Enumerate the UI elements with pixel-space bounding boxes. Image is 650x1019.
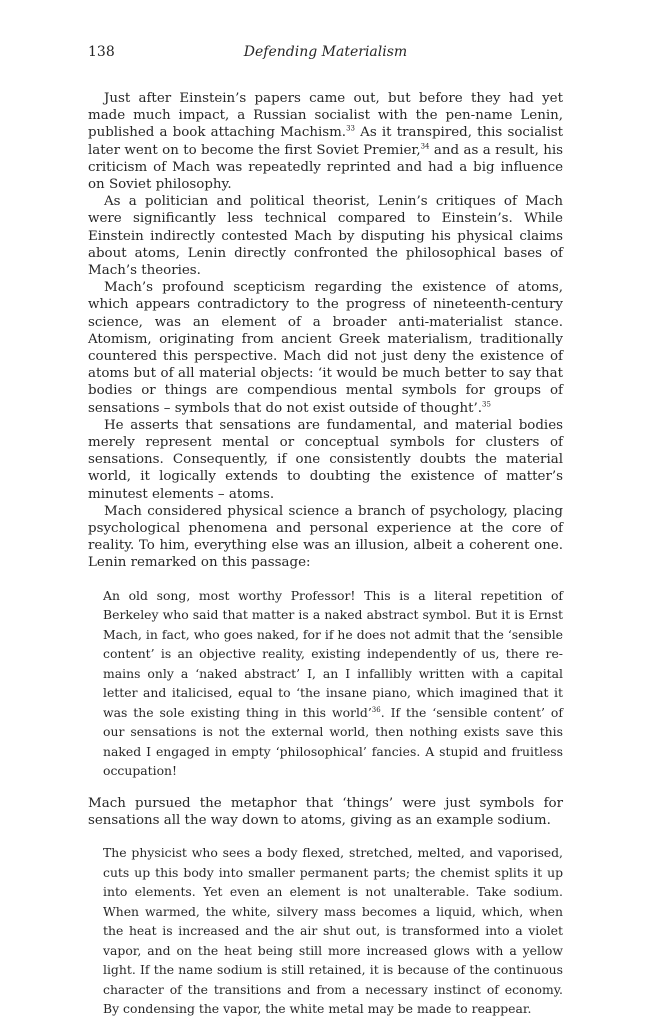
paragraph-6: Mach pursued the metaphor that ‘things’ were just symbols for sensations all the way down to atoms, giving as an example sodium. [88,795,563,828]
paragraph-3 [88,279,563,417]
footnote-marker-35: 35 [482,400,491,409]
paragraph-2: As a politician and political theorist, Lenin’s critiques of Mach were significantly less technical compared to Einstein’s. While Einstein indirectly contested Mach by disputing his physical claims about atoms, Lenin directly confronted the philosophical bases of Mach’s theories. [88,194,563,279]
paragraph-3-text: Mach’s profound scepticism regarding the existence of atoms, which appears contradictory to the progress of nineteenth-century science, was an element of a broader anti-materialist stance. Atomism, originating from ancient Greek materialism, traditionally countered this perspective. Mach did not just deny the existence of atoms but of all material objects: ‘it would be much better to say that bodies or things are compendious mental symbols for groups of sensations – symbols that do not exist outside of thought’. [88,280,563,416]
quote-1-text-b: . If the ‘sensible content’ of our sensations is not the external world, then nothing exists save this naked I engaged in empty ‘philosophical’ fancies. A stupid and fruitless occupation! [103,704,563,779]
footnote-marker-33: 33 [346,124,355,133]
page-number: 138 [88,44,115,60]
paragraph-1-text-b: As it transpired, this socialist later went on to become the first Soviet Premier, [88,125,563,158]
block-quote-mach: The physicist who sees a body flexed, stretched, melted, and vaporised, cuts up this body into smaller permanent parts; the chemist splits it up into elements. Yet even an element is not unalterable. Take sodium. When warmed, the white, silvery mass becomes a liquid, which, when the heat is increased and the air shut out, is transformed into a violet vapor, and on the heat being still more increased glows with a yellow light. If the name sodium is still retained, it is because of the continuous character of the transitions and from a necessary instinct of economy. By condensing the vapor, the white metal may be made to reappear. [103,845,563,1017]
running-title: Defending Materialism [243,44,408,60]
page-header [88,44,563,64]
page-body [88,90,563,1019]
footnote-marker-34: 34 [420,142,430,151]
footnote-marker-36: 36 [371,705,381,714]
paragraph-1-text-c: and as a result, his criticism of Mach was repeatedly reprinted and had a big influence on Soviet philosophy. [88,142,563,193]
paragraph-1-text-a: Just after Einstein’s papers came out, but before they had yet made much impact, a Russian socialist with the pen-name Lenin, published a book attaching Machism. [88,91,563,141]
block-quote-lenin [103,586,563,781]
paragraph-5: Mach considered physical science a branch of psychology, placing psychological phenomena and personal experience at the core of reality. To him, everything else was an illusion, albeit a coherent one. Lenin remarked on this passage: [88,503,563,571]
paragraph-4: He asserts that sensations are fundamental, and material bodies merely represent mental or conceptual symbols for clusters of sensations. Consequently, if one consistently doubts the material world, it logically extends to doubting the existence of matter’s minutest elements – atoms. [88,417,563,502]
quote-1-text-a: An old song, most worthy Professor! This is a literal repetition of Berkeley who said that matter is a naked abstract symbol. But it is Ernst Mach, in fact, who goes naked, for if he does not admit that the ‘sensible content’ is an objective reality, existing independently of us, there re- mains only a ‘naked abstract’ I, an I infallibly written with a capital letter and italicised, equal to ‘the insane piano, which imagined that it was the sole existing thing in this world’ [103,587,563,720]
paragraph-1 [88,90,563,193]
